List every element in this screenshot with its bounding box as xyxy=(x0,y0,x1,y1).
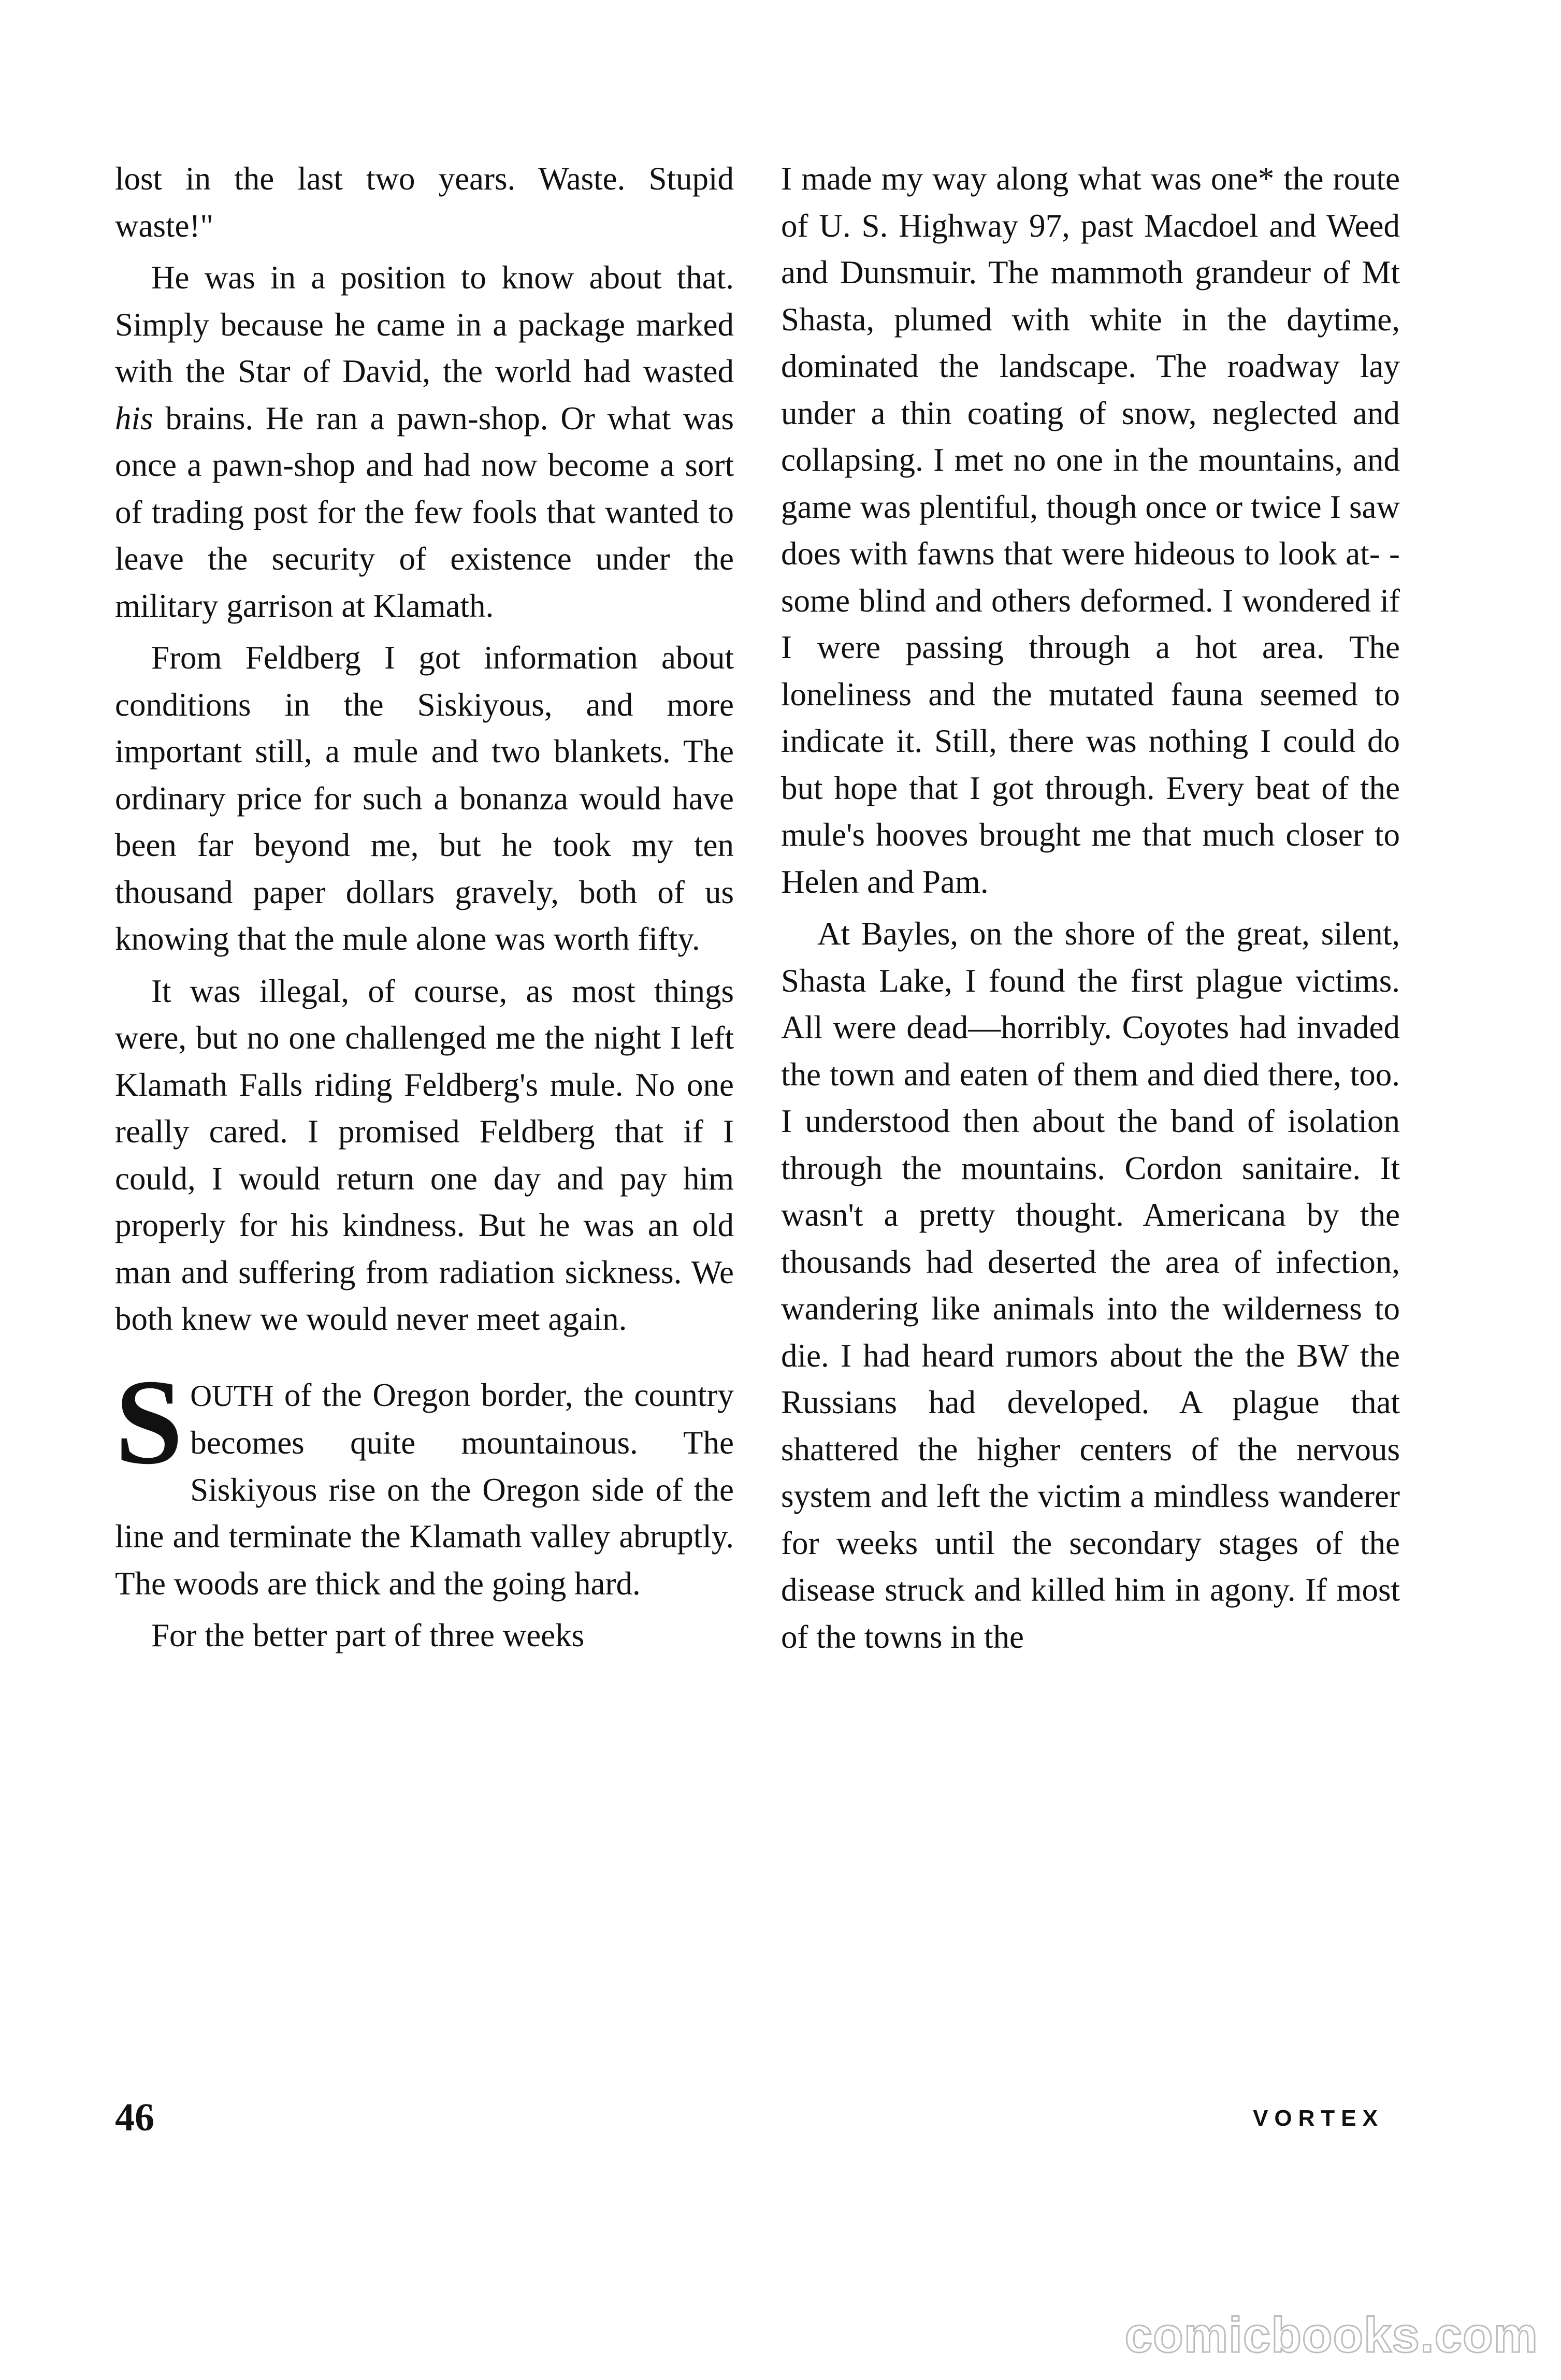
paragraph-7: I made my way along what was one* the route of U. S. Highway 97, past Macdoel and Weed and Dunsmuir. The mammoth grandeur of Mt Shasta, plumed with white in the daytime, dominated the landscape. The roadway lay under a thin coating of snow, neglected and collapsing. I met no one in the mountains, and game was plentiful, though once or twice I saw does with fawns that were hideous to look at- -some blind and others deformed. I wondered if I were passing through a hot area. The loneliness and the mutated fauna seemed to indicate it. Still, there was nothing I could do but hope that I got through. Every beat of the mule's hooves brought me that much closer to Helen and Pam. xyxy=(781,161,1400,900)
paragraph-2-text: He was in a position to know about that. Simply because he came in a package marked with the Star of David, the world had wasted xyxy=(115,259,734,389)
paragraph-2-emphasis: his xyxy=(115,400,153,437)
page-number: 46 xyxy=(115,2096,154,2139)
drop-cap: S xyxy=(115,1354,183,1490)
paragraph-8: At Bayles, on the shore of the great, silent, Shasta Lake, I found the first plague victims. All were dead—horribly. Coyotes had invaded the town and eaten of them and died there, too. I understood then about the band of isolation through the mountains. Cordon sanitaire. It wasn't a pretty thought. Americana by the thousands had deserted the area of infection, wandering like animals into the wilderness to die. I had heard rumors about the the BW the Russians had developed. A plague that shattered the higher centers of the nervous system and left the victim a mindless wanderer for weeks until the secondary stages of the disease struck and killed him in agony. If most of the towns in the xyxy=(781,916,1400,1655)
paragraph-2 xyxy=(115,254,734,629)
section-paragraph xyxy=(115,1354,734,1607)
section-paragraph-text: of the Oregon border, the country becomes quite mountainous. The Siskiyous rise on the Oregon side of the line and terminate the Klamath valley abruptly. The woods are thick and the going hard. xyxy=(115,1376,734,1602)
paragraph-3: From Feldberg I got information about conditions in the Siskiyous, and more important still, a mule and two blankets. The ordinary price for such a bonanza would have been far beyond me, but he took my ten thousand paper dollars gravely, both of us knowing that the mule alone was worth fifty. xyxy=(115,640,734,957)
paragraph-6: For the better part of three weeks xyxy=(151,1617,585,1653)
watermark-logo: comicbooks.com xyxy=(1124,2308,1538,2363)
paragraph-4: It was illegal, of course, as most things were, but no one challenged me the night I left Klamath Falls riding Feldberg's mule. No one really cared. I promised Feldberg that if I could, I would return one day and pay him properly for his kindness. But he was an old man and suffering from radiation sickness. We both knew we would never meet again. xyxy=(115,973,734,1337)
left-column xyxy=(115,155,734,1659)
magazine-name: VORTEX xyxy=(1253,2106,1384,2131)
right-column xyxy=(781,155,1400,1660)
lead-in-text: OUTH xyxy=(190,1378,274,1413)
paragraph-1: lost in the last two years. Waste. Stupid waste!" xyxy=(115,161,734,244)
paragraph-2-text-end: brains. He ran a pawn-shop. Or what was once a pawn-shop and had now become a sort of trading post for the few fools that wanted to leave the security of existence under the military garrison at Klamath. xyxy=(115,400,734,624)
